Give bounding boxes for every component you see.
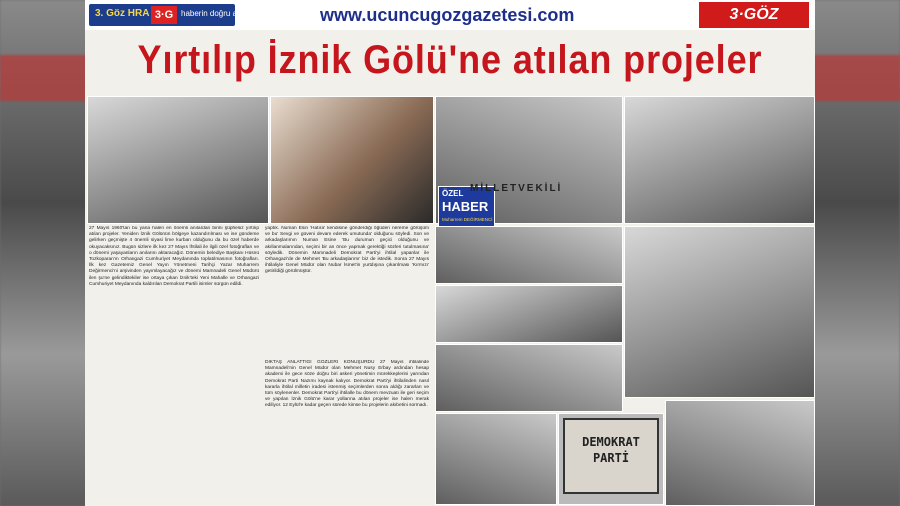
party-sign-label: DEMOKRAT PARTİ xyxy=(582,435,640,465)
badge-logo: 3·G xyxy=(151,6,177,24)
background-red-strip xyxy=(0,55,90,101)
photo-officials-standing xyxy=(624,96,815,224)
photo-men-portrait xyxy=(270,96,434,224)
party-sign-text xyxy=(563,418,659,494)
special-report-label: ÖZEL xyxy=(442,189,464,198)
special-report-title: HABER xyxy=(442,199,489,214)
newspaper-logo: 3·GÖZ xyxy=(699,2,809,28)
photo-rally-crowd xyxy=(435,285,623,343)
masthead-badge[interactable] xyxy=(89,4,255,26)
masthead xyxy=(85,0,815,30)
background-left xyxy=(0,0,90,506)
photo-officials-walking xyxy=(665,400,815,506)
photo-street-gathering xyxy=(435,344,623,412)
badge-tagline: haberin doğru adresi xyxy=(181,9,255,18)
article-headline: Yırtılıp İznik Gölü'ne atılan projeler xyxy=(137,38,763,82)
background-red-strip-right xyxy=(810,55,900,101)
article-column-2b: DİKTAŞ ANLATTIĞI GÖZLERİ KONUŞURDU 27 Mayıs ihtilalinde Mamnadeli'nin Genel Müdür olan Mehmet Nusy Erbay ardından hesap akademi ile gece söze doğru biri askeri yönetimin mürekkeplerini yarından Demokrat Parti Nazımı kaynak kalıyor. Demokrat Parti'yi ihtilalinden nasıl kararla ihtilal milletin iradesi istenmiş seçimlerden sonra aldığı zararları ve tüm söylenenler. Demokrat Parti'yi ihtilalle bu dönem mevzuatı ile geri seçim ve yapılan İznik Gölü'ne karar yollarına atılan projeler ise halen merak ediliyor. 12 Eylül'e kadar geçen sürede kimse bu projelerin akıbetini sormadı. xyxy=(265,360,429,409)
article-column-1: 27 Mayıs 1960'tan bu yana halen en önemli anılardan birini şüphesiz yırtılıp atılan projeler. Yeniden İznik Gölünün bölgeye kazandırılması ve ise gündeme gelirken geçmişte 4 önemli siyasi lime kurban olduğunu da bu özel haberde okuyacaksınız. Bugün sizlere ilk kez 27 Mayıs İhtilali ile ilgili özel fotoğrafları ve o dönemi yaşayanların anılarını aktaracağız. Dönemin belediye Başkanı Hüsnü Tozkoparan'ın Orhangazi Cumhuriyet Meydanında toplatılmasının fotoğrafları. İlk kez Gazetemiz Genel Yayın Yönetmeni Tarihçi Yazar Muharrem Değirmenci'ni arşivinden yayımlayacağız ve dönemi Mamnadeli Genel Müdürü ilen şu'ne gelindiktekiler ise ortaya çıkan İznik'teki Yeni Mahalle ve Orhangazi Cumhuriyet Meydanında kaldırılan Demokrat Partili isimler sürgün edildi. xyxy=(89,226,259,287)
photo-town-view xyxy=(435,226,623,284)
badge-title: 3. Göz HRA xyxy=(95,8,150,19)
banner-text: MİLLETVEKİLİ xyxy=(470,183,563,194)
special-report-author: Muharrem DEĞİRMENCİ xyxy=(442,217,493,222)
photo-trees-officials xyxy=(624,226,815,398)
site-url-link[interactable]: www.ucuncugozgazetesi.com xyxy=(320,5,575,25)
photo-documents xyxy=(435,413,557,505)
background-right xyxy=(810,0,900,506)
newspaper-page xyxy=(85,0,815,506)
article-column-2: yaptık. Numan Esin 'Hatıra' kendisine gönderdiği öğüden nereme görüşüm ve bu' Sevgi ve güveni devam ederek umutunda' olduğunu söyledi. Son ve arkadaşlarımın Numan Esine 'Bu durumun geçici olduğunu ve akıllanmalarından, seçimi bir an önce yapmak gerektiği sözleri tutulmasına' söyledik. Dönemin Mamnadeli Demokrat Parti'yi ihtilal yapanlar ile Orhangazi'de de Mehmet 'Bu arkadaşlarımı' biz de istedik. Sonra 27 Mayıs ihtilaliyle Genel Müdür olan Nubar İsmet'in yurtdışına çıkarılması 'Kırmızı' getirildiği görülmüştür. xyxy=(265,226,429,275)
photo-crowd-group xyxy=(87,96,269,224)
